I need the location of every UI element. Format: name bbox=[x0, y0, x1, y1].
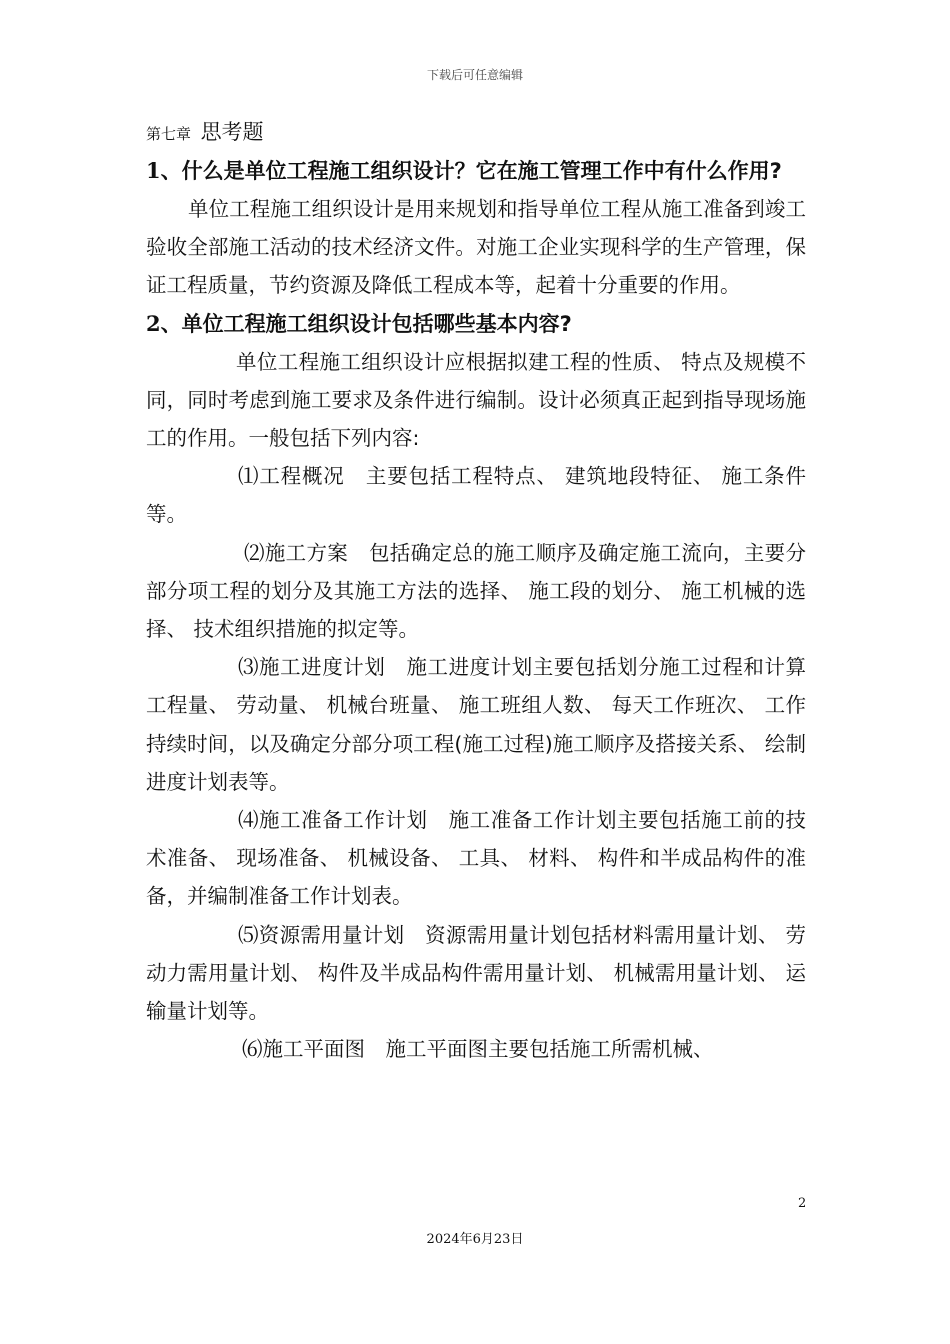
question-1-number: 1、 bbox=[146, 158, 182, 183]
page-number: 2 bbox=[798, 1196, 807, 1211]
chapter-label: 第七章 bbox=[146, 125, 192, 143]
question-2 bbox=[146, 305, 806, 343]
question-2-text: 单位工程施工组织设计包括哪些基本内容? bbox=[181, 311, 572, 336]
answer-2-item-4: ⑷施工准备工作计划 施工准备工作计划主要包括施工前的技术准备、 现场准备、 机械设备、 工具、 材料、 构件和半成品构件的准备，并编制准备工作计划表。 bbox=[146, 808, 806, 909]
page-footer-date: 2024年6月23日 bbox=[426, 1232, 524, 1247]
page-header: 下载后可任意编辑 bbox=[426, 68, 523, 82]
answer-2-item-1: ⑴工程概况 主要包括工程特点、 建筑地段特征、 施工条件等。 bbox=[146, 464, 806, 527]
answer-2-item-2: ⑵施工方案 包括确定总的施工顺序及确定施工流向，主要分部分项工程的划分及其施工方法的选择、 施工段的划分、 施工机械的选择、 技术组织措施的拟定等。 bbox=[146, 540, 806, 642]
document-body bbox=[146, 112, 806, 1068]
chapter-heading bbox=[146, 112, 806, 152]
answer-2-intro: 单位工程施工组织设计应根据拟建工程的性质、 特点及规模不同，同时考虑到施工要求及条件进行编制。设计必须真正起到指导现场施工的作用。一般包括下列内容: bbox=[146, 349, 806, 451]
answer-1-paragraph: 单位工程施工组织设计是用来规划和指导单位工程从施工准备到竣工验收全部施工活动的技术经济文件。对施工企业实现科学的生产管理，保证工程质量，节约资源及降低工程成本等，起着十分重要的作用。 bbox=[146, 197, 806, 298]
answer-2-item-5: ⑸资源需用量计划 资源需用量计划包括材料需用量计划、 劳动力需用量计划、 构件及半成品构件需用量计划、 机械需用量计划、 运输量计划等。 bbox=[146, 922, 806, 1024]
answer-2-item-3: ⑶施工进度计划 施工进度计划主要包括划分施工过程和计算工程量、 劳动量、 机械台班量、 施工班组人数、 每天工作班次、 工作持续时间，以及确定分部分项工程(施工过程)施工顺序及搭接关系、 绘制进度计划表等。 bbox=[146, 655, 806, 794]
answer-2-item-6: ⑹施工平面图 施工平面图主要包括施工所需机械、 bbox=[242, 1037, 714, 1062]
question-1-text: 什么是单位工程施工组织设计？它在施工管理工作中有什么作用? bbox=[181, 159, 782, 183]
question-2-number: 2、 bbox=[146, 310, 182, 336]
question-1 bbox=[146, 152, 806, 190]
chapter-title: 思考题 bbox=[200, 120, 264, 144]
